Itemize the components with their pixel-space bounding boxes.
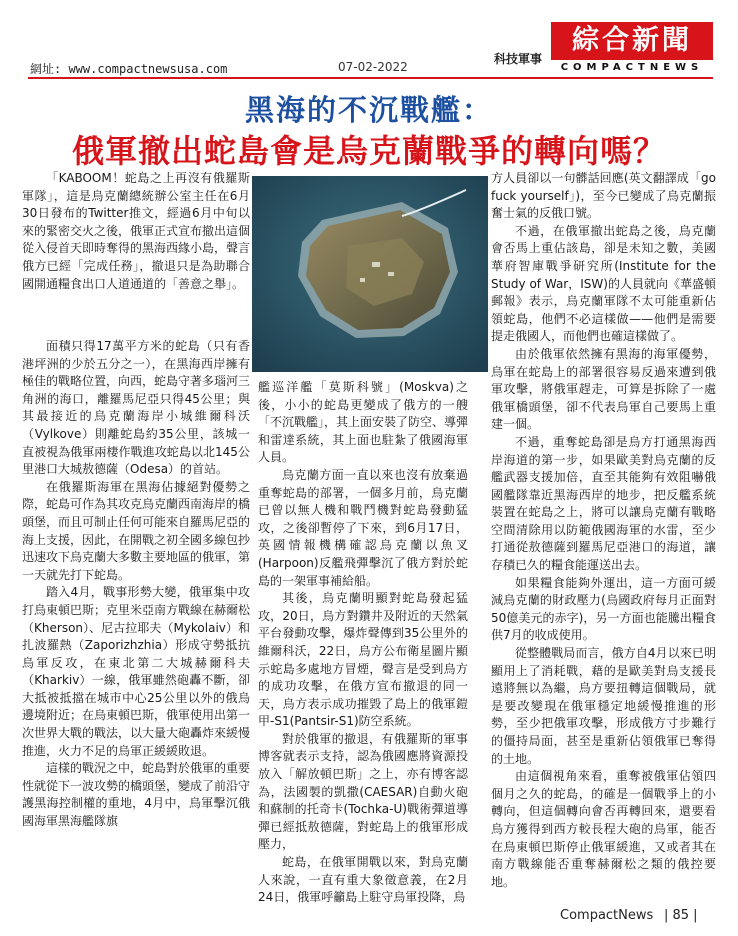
article-column-1: [22, 338, 250, 831]
paragraph: 由這個視角來看，重奪被俄軍佔領四個月之久的蛇島，的確是一個戰爭上的小轉向，但這個轉向會否再轉回來，還要看烏方獲得到西方較長程大砲的烏軍，能否在烏東頓巴斯停止俄軍緩進，又或者其在南方戰線能否重奪赫爾松之類的俄控要地。: [491, 769, 716, 889]
paragraph: 如果糧食能夠外運出，這一方面可緩減烏克蘭的財政壓力(烏國政府每月正面對50億美元的赤字)，另一方面也能騰出糧食供7月的收成使用。: [491, 575, 716, 643]
paragraph: 烏克蘭方面一直以來也沒有放棄過重奪蛇島的部署，一個多月前，烏克蘭已曾以無人機和戰鬥機對蛇島發動猛攻，之後卻暫停了下來，到6月17日，英國情報機構確認烏克蘭以魚叉(Harpoon)反艦飛彈擊沉了俄方對於蛇島的一架軍事補給船。: [258, 467, 468, 588]
paragraph: 踏入4月，戰事形勢大變，俄軍集中攻打烏東頓巴斯；克里米亞南方戰線在赫爾松（Kherson）、尼古拉耶夫（Mykolaiv）和扎波羅熱（Zaporizhzhia）形成守勢抵抗烏軍反攻，在東北第二大城赫爾科夫（Kharkiv）一線，俄軍雖然砲轟不斷，卻大抵被抵擋在城市中心25公里以外的俄烏邊境附近；在烏東頓巴斯，俄軍使用出第一次世界大戰的戰法，以大量大砲轟炸來緩慢推進，火力不足的烏軍正緩緩敗退。: [22, 585, 251, 758]
paragraph: 面積只得17萬平方米的蛇島（只有香港坪洲的少於五分之一），在黑海西岸擁有極佳的戰略位置，向西，蛇島守著多瑙河三角洲的海口，離羅馬尼亞只得45公里；與其最接近的烏克蘭海岸小城維爾科沃（Vylkove）則離蛇島約35公里，該城一直被視為俄軍兩棲作戰進攻蛇島以北145公里港口大城敖德薩（Odesa）的首站。: [22, 339, 251, 477]
paragraph: 艦巡洋艦「莫斯科號」(Moskva)之後，小小的蛇島更變成了俄方的一艘「不沉戰艦」，其上面安裝了防空、導彈和雷達系統，其上面也駐紮了俄國海軍人員。: [258, 380, 469, 465]
headline-line2: 俄軍撤出蛇島會是烏克蘭戰爭的轉向嗎？: [71, 132, 666, 170]
header-rule: [28, 77, 713, 79]
satellite-island-photo: [252, 176, 488, 372]
paragraph: 從整體戰局而言，俄方自4月以來已明顯用上了消耗戰，藉的是歐美對烏支援長遠將無以為繼，烏方要扭轉這個戰局，就是要改變現在俄軍穩定地緩慢推進的形勢，至少把俄軍攻擊，形成俄方寸步難行的僵持局面，甚至是重新佔領俄軍已奪得的土地。: [491, 646, 716, 766]
paragraph: 蛇島，在俄軍開戰以來，對烏克蘭人來說，一直有重大象徵意義，在2月24日，俄軍呼籲島上駐守烏軍投降，烏: [258, 855, 468, 905]
paragraph: 在俄羅斯海軍在黑海佔據絕對優勢之際，蛇島可作為其攻克烏克蘭西南海岸的橋頭堡，而且可制止任何可能來自羅馬尼亞的海上支援，因此，在開戰之初全國多線包抄迅速攻下烏克蘭大多數主要地區的俄軍，第一天就先打下蛇島。: [22, 479, 251, 582]
section-label: 科技軍事: [494, 52, 543, 66]
issue-date: 07-02-2022: [338, 60, 408, 74]
publication-logo: [551, 22, 713, 75]
article-column-3: [491, 170, 716, 891]
paragraph: 對於俄軍的撤退，有俄羅斯的軍事博客就表示支持，認為俄國應將資源投放入「解放頓巴斯」之上，亦有博客認為，法國製的凱撒(CAESAR)自動火砲和蘇制的托奇卡(Tochka-U)戰術彈道導彈已經抵敖德薩，對蛇島上的俄軍形成壓力，: [258, 731, 468, 852]
article-column-2: [258, 379, 468, 907]
paragraph: 不過，重奪蛇島卻是烏方打通黑海西岸海道的第一步，如果歐美對烏克蘭的反艦武器支援加倍，直至其能夠有效阻嚇俄國艦隊靠近黑海西岸的地步，把反艦系統裝置在蛇島之上，將可以讓烏克蘭有戰略空間清除用以防範俄國海軍的水雷，至少打通從敖德薩到羅馬尼亞港口的海道，讓存積已久的糧食能運送出去。: [491, 434, 716, 573]
footer-brand: CompactNews: [560, 908, 654, 923]
paragraph: 方人員卻以一句髒話回應(英文翻譯成「go fuck yourself」)，至今已變成了烏克蘭振奮士氣的反俄口號。: [491, 171, 716, 221]
paragraph: 「KABOOM！蛇島之上再沒有俄羅斯軍隊」，這是烏克蘭總統辦公室主任在6月30日發布的Twitter推文，經過6月中旬以來的緊密交火之後，俄軍正式宣布撤出這個從入侵首天即時奪得的黑海西緣小島，聲言俄方已經「完成任務」，撤退只是為助聯合國開通糧食出口人道通道的「善意之舉」。: [22, 171, 251, 291]
paragraph: 其後，烏克蘭明顯對蛇島發起猛攻，20日，烏方對鑽井及附近的天然氣平台發動攻擊，爆炸聲傳到35公里外的維爾科沃，22日，烏方公布衛星圖片顯示蛇島多處地方冒煙，聲言是受到烏方的成功攻擊，在俄方宣布撤退的同一天，烏方表示成功摧毀了島上的俄軍鎧甲-S1(Pantsir-S1)防空系統。: [258, 591, 468, 729]
logo-title: 綜合新聞: [551, 22, 713, 60]
paragraph: 由於俄軍依然擁有黑海的海軍優勢，烏軍在蛇島上的部署很容易反過來遭到俄軍攻擊，將俄軍趕走，可算是拆除了一處俄軍橋頭堡，卻不代表烏軍自己要馬上重建一個。: [491, 346, 716, 432]
logo-subtitle: COMPACTNEWS: [560, 62, 704, 73]
paragraph: 這樣的戰況之中，蛇島對於俄軍的重要性就從下一波攻勢的橋頭堡，變成了前沿守護黑海控制權的重地，4月中，烏軍擊沉俄國海軍黑海艦隊旗: [22, 761, 251, 829]
paragraph: 不過，在俄軍撤出蛇島之後，烏克蘭會否馬上重佔該島，卻是未知之數，美國華府智庫戰爭研究所(Institute for the Study of War，ISW)的人員就向《華盛頓郵報》表示，烏克蘭軍隊不太可能重新佔領蛇島，他們不必這樣做——他們是需要提走俄國人，而他們也確這樣做了。: [491, 223, 716, 344]
article-column-1-top: [22, 170, 250, 293]
website-url: 網址: www.compactnewsusa.com: [30, 62, 228, 76]
page-number: | 85 |: [664, 908, 698, 923]
island-image-icon: [252, 176, 488, 372]
headline-line1: 黑海的不沉戰艦：: [244, 93, 493, 127]
